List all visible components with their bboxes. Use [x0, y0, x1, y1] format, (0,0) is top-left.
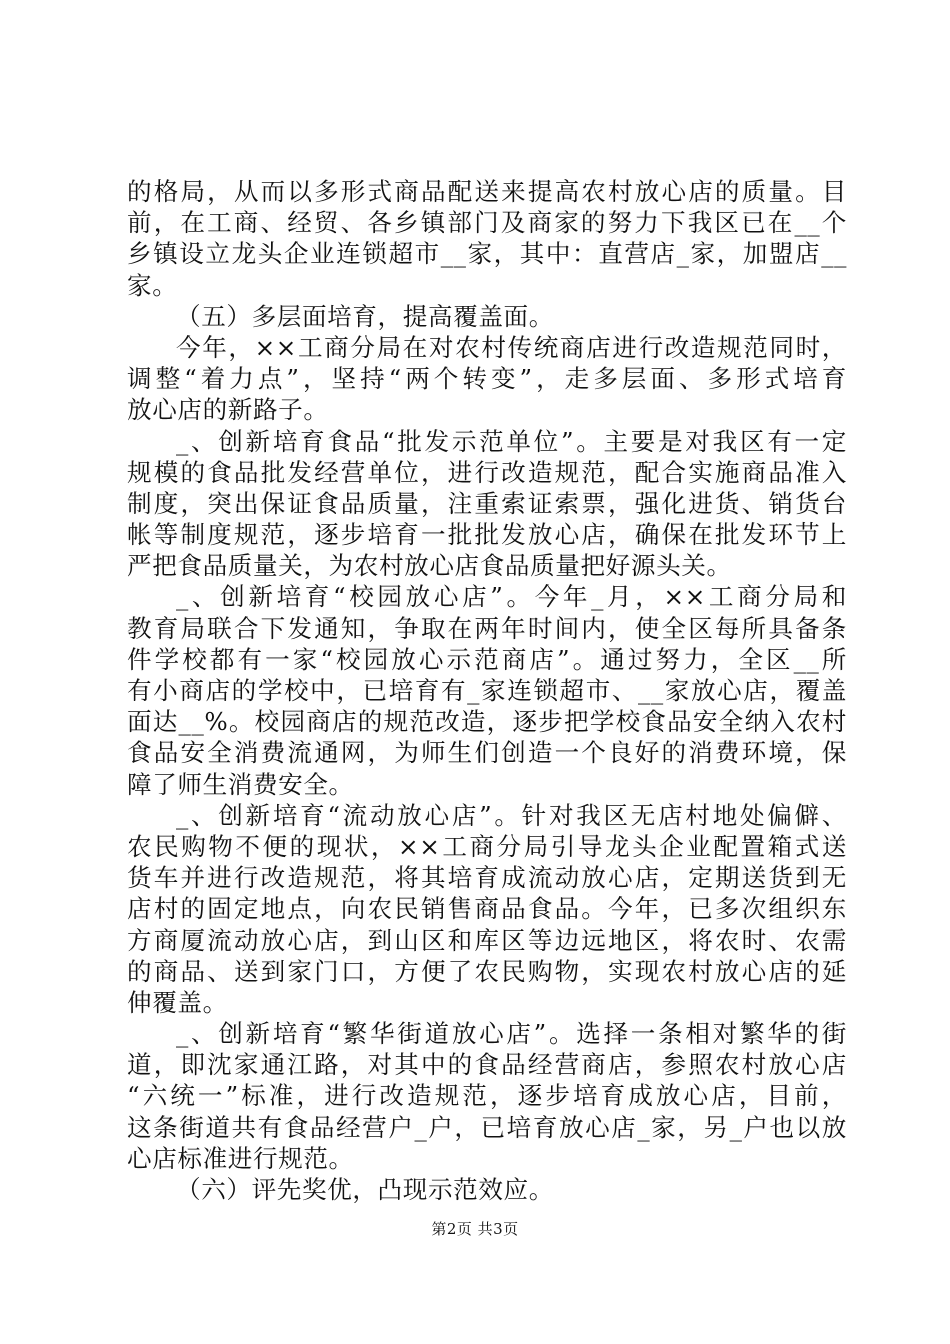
text-line: 前，在工商、经贸、各乡镇部门及商家的努力下我区已在__个 — [127, 208, 847, 238]
text-line: 教育局联合下发通知，争取在两年时间内，使全区每所具备条 — [127, 613, 847, 643]
text-line: 乡镇设立龙头企业连锁超市__家，其中：直营店_家，加盟店__ — [127, 239, 847, 269]
text-line: 的格局，从而以多形式商品配送来提高农村放心店的质量。目 — [127, 177, 847, 206]
text-line: 伸覆盖。 — [127, 987, 228, 1017]
text-line: 这条街道共有食品经营户_户，已培育放心店_家，另_户也以放 — [127, 1112, 847, 1142]
text-line: _、创新培育“校园放心店”。今年_月，××工商分局和 — [176, 582, 847, 612]
body-text — [127, 176, 847, 1205]
text-line: 店村的固定地点，向农民销售商品食品。今年，已多次组织东 — [127, 894, 847, 924]
text-line: 的商品、送到家门口，方便了农民购物，实现农村放心店的延 — [127, 956, 847, 986]
text-line: 家。 — [127, 270, 178, 300]
text-line: 调整“着力点”，坚持“两个转变”，走多层面、多形式培育 — [127, 364, 847, 394]
text-line: _、创新培育“流动放心店”。针对我区无店村地处偏僻、 — [176, 800, 847, 830]
text-line: 方商厦流动放心店，到山区和库区等边远地区，将农时、农需 — [127, 925, 847, 955]
text-line: 件学校都有一家“校园放心示范商店”。通过努力，全区__所 — [127, 644, 847, 674]
text-line: （六）评先奖优，凸现示范效应。 — [176, 1175, 554, 1204]
text-line: （五）多层面培育，提高覆盖面。 — [176, 301, 554, 331]
text-line: 放心店的新路子。 — [127, 395, 329, 425]
text-line: 货车并进行改造规范，将其培育成流动放心店，定期送货到无 — [127, 863, 847, 893]
text-line: 障了师生消费安全。 — [127, 769, 354, 799]
text-line: 今年，××工商分局在对农村传统商店进行改造规范同时， — [176, 332, 847, 362]
text-line: _、创新培育“繁华街道放心店”。选择一条相对繁华的街 — [176, 1019, 847, 1049]
text-line: 面达__%。校园商店的规范改造，逐步把学校食品安全纳入农村 — [127, 707, 847, 737]
text-line: 有小商店的学校中，已培育有_家连锁超市、__家放心店，覆盖 — [127, 676, 847, 705]
text-line: 农民购物不便的现状，××工商分局引导龙头企业配置箱式送 — [127, 831, 847, 861]
text-line: 规模的食品批发经营单位，进行改造规范，配合实施商品准入 — [127, 457, 847, 487]
text-line: 制度，突出保证食品质量，注重索证索票，强化进货、销货台 — [127, 488, 847, 518]
page-footer: 第2页 共3页 — [431, 1220, 519, 1238]
text-line: _、创新培育食品“批发示范单位”。主要是对我区有一定 — [176, 426, 847, 456]
text-line: 心店标准进行规范。 — [127, 1143, 354, 1173]
text-line: 道，即沈家通江路，对其中的食品经营商店，参照农村放心店 — [127, 1050, 847, 1080]
text-line: 严把食品质量关，为农村放心店食品质量把好源头关。 — [127, 551, 732, 581]
text-line: 食品安全消费流通网，为师生们创造一个良好的消费环境，保 — [127, 738, 847, 768]
text-line: 帐等制度规范，逐步培育一批批发放心店，确保在批发环节上 — [127, 520, 847, 550]
text-line: “六统一”标准，进行改造规范，逐步培育成放心店，目前， — [127, 1081, 847, 1111]
